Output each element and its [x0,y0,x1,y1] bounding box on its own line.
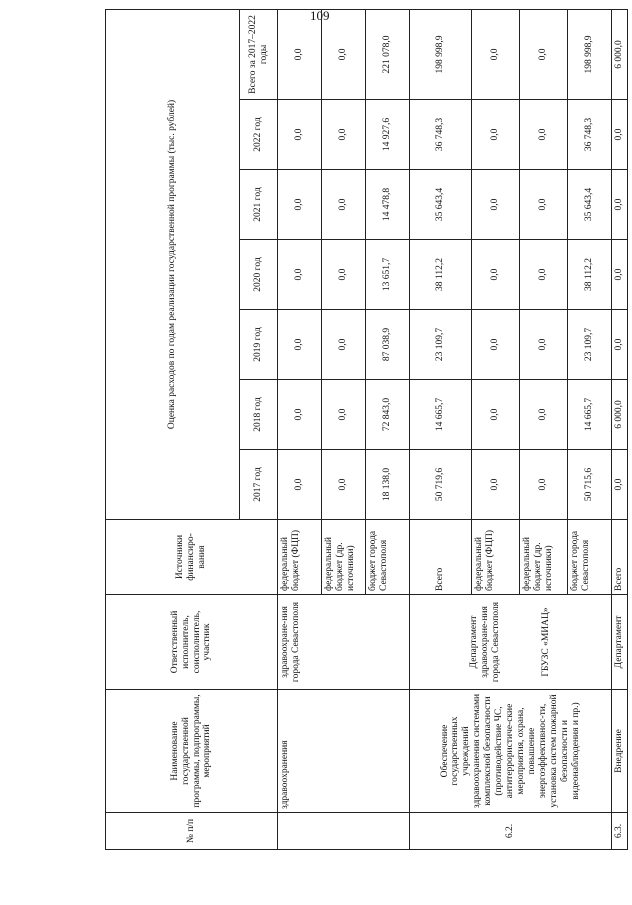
page-number: 109 [310,8,330,23]
cell-value: 0,0 [520,310,568,380]
cell-value: 72 843,0 [366,380,410,450]
row-source: федеральный бюджет (др. источники) [322,520,366,595]
cell-value: 0,0 [472,380,520,450]
cell-value: 0,0 [520,240,568,310]
header-year-2022: 2022 год [240,100,278,170]
cell-value: 14 927,6 [366,100,410,170]
row-executor-secondary: ГБУЗС «МИАЦ» [541,607,552,677]
row-executor-cell [410,595,612,690]
rotated-table-wrapper [105,15,624,850]
row-name: здравоохранения [278,690,410,813]
row-source: федеральный бюджет (др. источники) [520,520,568,595]
row-source: Всего [410,520,472,595]
cell-value: 0,0 [278,9,322,99]
cell-value: 0,0 [472,170,520,240]
cell-value: 0,0 [612,450,628,520]
row-source: Всего [612,520,628,595]
row-executor: Департамент [612,595,628,690]
header-total: Всего за 2017–2022 годы [240,9,278,99]
cell-value: 221 078,0 [366,9,410,99]
row-num: 6.2. [410,813,612,850]
cell-value: 0,0 [322,380,366,450]
cell-value: 0,0 [612,100,628,170]
cell-value: 0,0 [322,100,366,170]
header-num: № п/п [106,813,278,850]
cell-value: 6 000,0 [612,380,628,450]
cell-value: 0,0 [322,450,366,520]
cell-value: 0,0 [322,310,366,380]
header-estimate: Оценка расходов по годам реализации государственной программы (тыс. рублей) [106,9,240,519]
cell-value: 0,0 [472,100,520,170]
cell-value: 23 109,7 [568,310,612,380]
cell-value: 14 665,7 [410,380,472,450]
row-executor: здравоохране-ния города Севастополя [278,595,410,690]
row-source: федеральный бюджет (ФЦП) [278,520,322,595]
cell-value: 0,0 [278,450,322,520]
cell-value: 0,0 [278,240,322,310]
row-source: бюджет города Севастополя [568,520,612,595]
cell-value: 0,0 [520,9,568,99]
cell-value: 0,0 [472,310,520,380]
cell-value: 0,0 [322,9,366,99]
cell-value: 0,0 [612,310,628,380]
cell-value: 0,0 [278,100,322,170]
cell-value: 0,0 [520,170,568,240]
cell-value: 87 038,9 [366,310,410,380]
row-num: 6.3. [612,813,628,850]
header-year-2021: 2021 год [240,170,278,240]
table-row [612,9,628,849]
cell-value: 0,0 [612,170,628,240]
header-year-2018: 2018 год [240,380,278,450]
cell-value: 198 998,9 [410,9,472,99]
cell-value: 0,0 [472,450,520,520]
cell-value: 23 109,7 [410,310,472,380]
cell-value: 50 715,6 [568,450,612,520]
cell-value: 0,0 [472,9,520,99]
cell-value: 38 112,2 [410,240,472,310]
cell-value: 0,0 [612,240,628,310]
header-year-2019: 2019 год [240,310,278,380]
rotated-page [105,15,624,850]
row-executor: Департамент здравоохране-ния города Севастополя [468,601,501,683]
table-row [410,9,472,849]
cell-value: 0,0 [472,240,520,310]
header-row [106,9,240,849]
header-year-2017: 2017 год [240,450,278,520]
header-executor: Ответственный исполнитель, соисполнитель, участник [106,595,278,690]
cell-value: 0,0 [520,380,568,450]
cell-value: 35 643,4 [568,170,612,240]
cell-value: 0,0 [520,100,568,170]
table-row [278,9,322,849]
header-source: Источники финансиро-вания [106,520,278,595]
budget-table [105,9,628,850]
cell-value: 0,0 [520,450,568,520]
cell-value: 6 000,0 [612,9,628,99]
row-num [278,813,410,850]
cell-value: 0,0 [322,170,366,240]
cell-value: 0,0 [278,310,322,380]
cell-value: 38 112,2 [568,240,612,310]
cell-value: 36 748,3 [410,100,472,170]
cell-value: 14 665,7 [568,380,612,450]
cell-value: 13 651,7 [366,240,410,310]
row-name: Внедрение [612,690,628,813]
cell-value: 50 719,6 [410,450,472,520]
cell-value: 14 478,8 [366,170,410,240]
cell-value: 36 748,3 [568,100,612,170]
row-source: бюджет города Севастополя [366,520,410,595]
cell-value: 0,0 [278,170,322,240]
row-name: Обеспечение государственных учреждений здравоохранения системами комплексной безопасности (противодействие ЧС, антитеррористиче-ские мероприятия, охрана, повышение энергоэффективнос-ти, установка систем пожарной безопасности и видеонаблюдения и пр.) [410,690,612,813]
cell-value: 198 998,9 [568,9,612,99]
header-year-2020: 2020 год [240,240,278,310]
cell-value: 0,0 [278,380,322,450]
cell-value: 18 138,0 [366,450,410,520]
cell-value: 0,0 [322,240,366,310]
cell-value: 35 643,4 [410,170,472,240]
header-name: Наименование государственной программы, подпрограммы, мероприятий [106,690,278,813]
row-source: федеральный бюджет (ФЦП) [472,520,520,595]
